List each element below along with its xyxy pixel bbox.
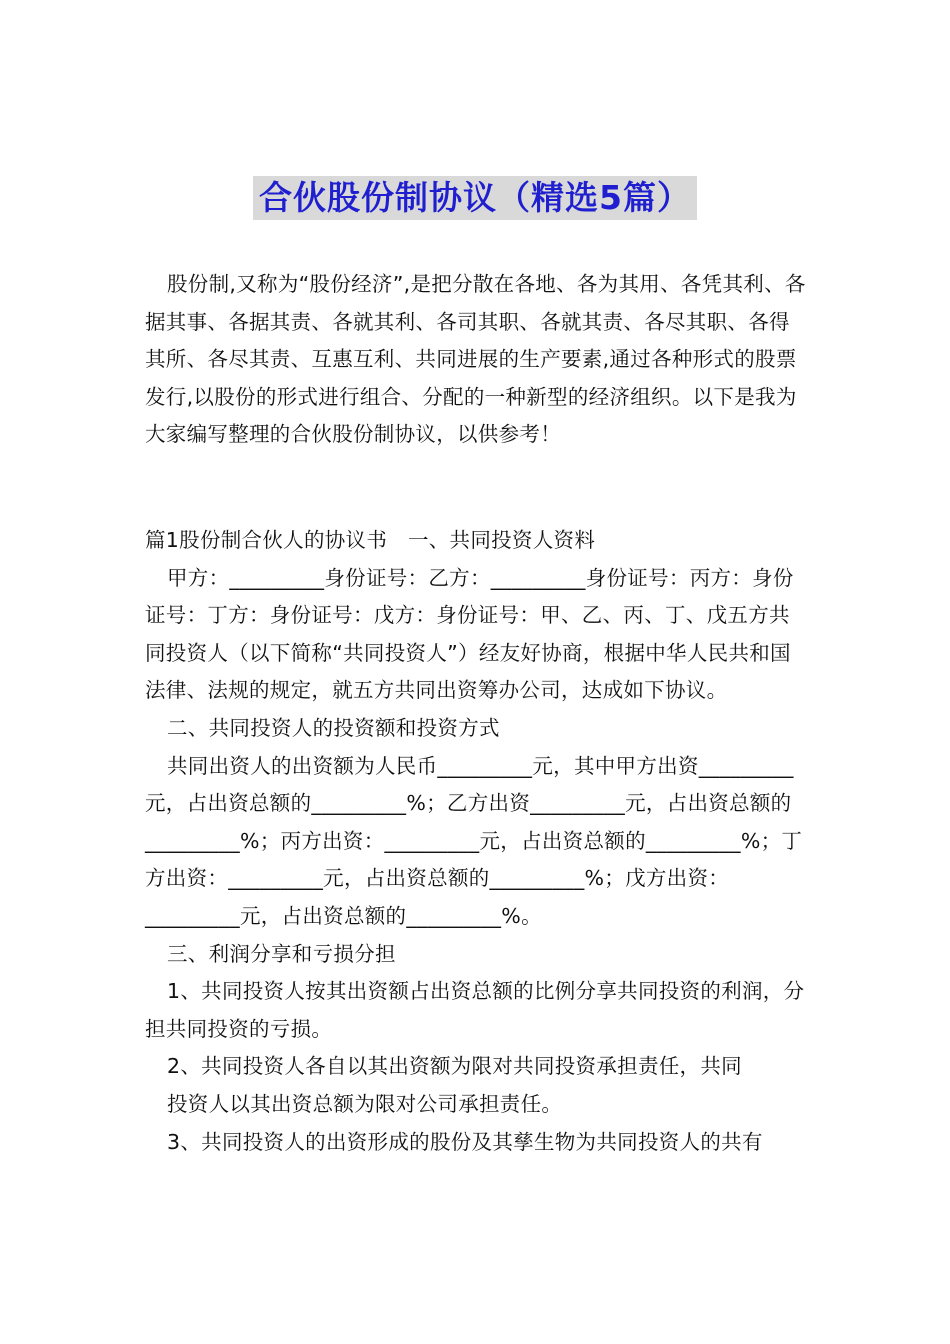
title-wrap bbox=[0, 176, 950, 220]
investment-paragraph: 共同出资人的出资额为人民币_________元，其中甲方出资_________元，占出资总额的_________%；乙方出资_________元，占出资总额的_________%；丙方出资：_________元，占出资总额的_________%；丁方出资：_________元，占出资总额的_________%；戊方出资：_________元，占出资总额的_________%。 bbox=[145, 753, 803, 928]
intro-paragraph: 股份制,又称为“股份经济”,是把分散在各地、各为其用、各凭其利、各据其事、各据其责、各就其利、各司其职、各就其责、各尽其职、各得其所、各尽其责、互惠互利、共同进展的生产要素,通过各种形式的股票发行,以股份的形式进行组合、分配的一种新型的经济组织。以下是我为大家编写整理的合伙股份制协议，以供参考！ bbox=[145, 272, 806, 447]
clause-heading-2: 二、共同投资人的投资额和投资方式 bbox=[167, 715, 500, 740]
profit-item-1: 1、共同投资人按其出资额占出资总额的比例分享共同投资的利润，分担共同投资的亏损。 bbox=[145, 979, 805, 1041]
profit-item-2: 2、共同投资人各自以其出资额为限对共同投资承担责任，共同 bbox=[167, 1054, 742, 1079]
clause-heading-3: 三、利润分享和亏损分担 bbox=[167, 941, 396, 966]
profit-item-3: 3、共同投资人的出资形成的股份及其孳生物为共同投资人的共有 bbox=[167, 1129, 763, 1154]
profit-item-2-cont: 投资人以其出资总额为限对公司承担责任。 bbox=[167, 1091, 563, 1116]
section-heading: 篇1股份制合伙人的协议书 一、共同投资人资料 bbox=[145, 528, 596, 552]
document-title: 合伙股份制协议（精选5篇） bbox=[253, 176, 697, 220]
parties-paragraph: 甲方：_________身份证号：乙方：_________身份证号：丙方：身份证号：丁方：身份证号：戊方：身份证号：甲、乙、丙、丁、戊五方共同投资人（以下简称“共同投资人”）经友好协商，根据中华人民共和国法律、法规的规定，就五方共同出资筹办公司，达成如下协议。 bbox=[145, 565, 794, 703]
agreement-section bbox=[145, 522, 810, 1161]
